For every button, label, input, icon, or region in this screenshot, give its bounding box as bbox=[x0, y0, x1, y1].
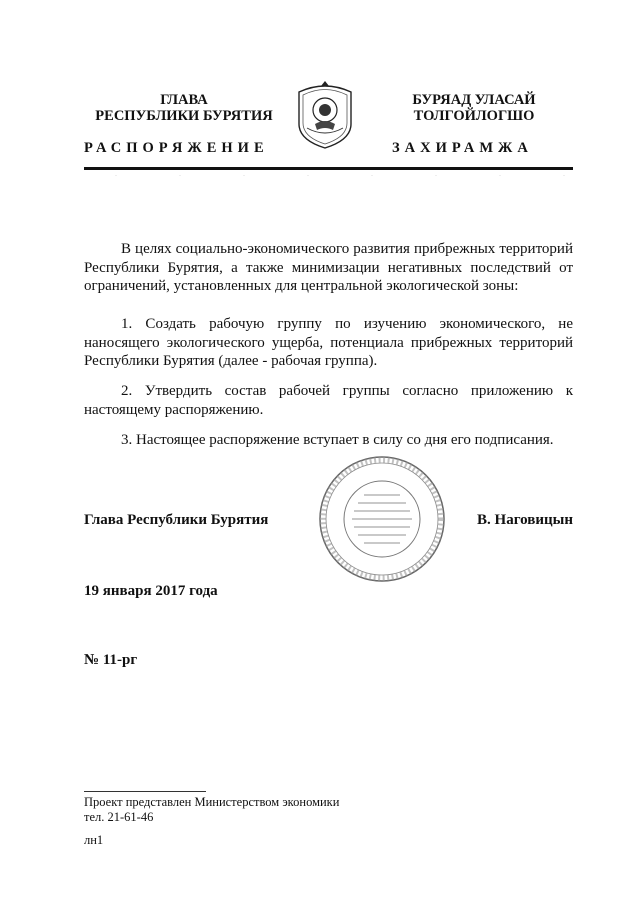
item-3: 3. Настоящее распоряжение вступает в силу со дня его подписания. bbox=[121, 432, 554, 448]
footer-prepared-by: Проект представлен Министерством экономики bbox=[84, 795, 340, 809]
document-number: № 11-рг bbox=[84, 652, 138, 668]
doc-type-ru: РАСПОРЯЖЕНИЕ bbox=[84, 140, 269, 156]
document-date: 19 января 2017 года bbox=[84, 583, 218, 599]
coat-of-arms-icon bbox=[293, 80, 357, 150]
header-right bbox=[374, 92, 574, 124]
header-left-line1: ГЛАВА bbox=[160, 92, 208, 108]
footer-divider bbox=[84, 791, 206, 792]
official-seal-icon bbox=[318, 455, 446, 583]
header-divider bbox=[84, 167, 573, 170]
header-left bbox=[84, 92, 284, 124]
doc-type-bur: ЗАХИРАМЖА bbox=[392, 140, 533, 156]
signatory-position: Глава Республики Бурятия bbox=[84, 512, 269, 528]
header-left-line2: РЕСПУБЛИКИ БУРЯТИЯ bbox=[95, 108, 273, 124]
signatory-name: В. Наговицын bbox=[477, 512, 573, 528]
footer-initials: лн1 bbox=[84, 833, 104, 847]
header-right-line1: БУРЯАД УЛАСАЙ bbox=[412, 92, 536, 108]
item-2: 2. Утвердить состав рабочей группы согласно приложению к настоящему распоряжению. bbox=[84, 383, 573, 418]
item-1: 1. Создать рабочую группу по изучению экономического, не наносящего экологического ущерба, потенциала прибрежных территорий Республики Бурятия (далее - рабочая группа). bbox=[84, 316, 573, 369]
header-right-line2: ТОЛГОЙЛОГШО bbox=[413, 108, 535, 124]
intro-paragraph: В целях социально-экономического развития прибрежных территорий Республики Бурятия, а также минимизации негативных последствий от ограничений, установленных для центральной экологической зоны: bbox=[84, 241, 573, 294]
footer-phone: тел. 21-61-46 bbox=[84, 810, 154, 824]
header-dotted-line bbox=[84, 175, 573, 176]
